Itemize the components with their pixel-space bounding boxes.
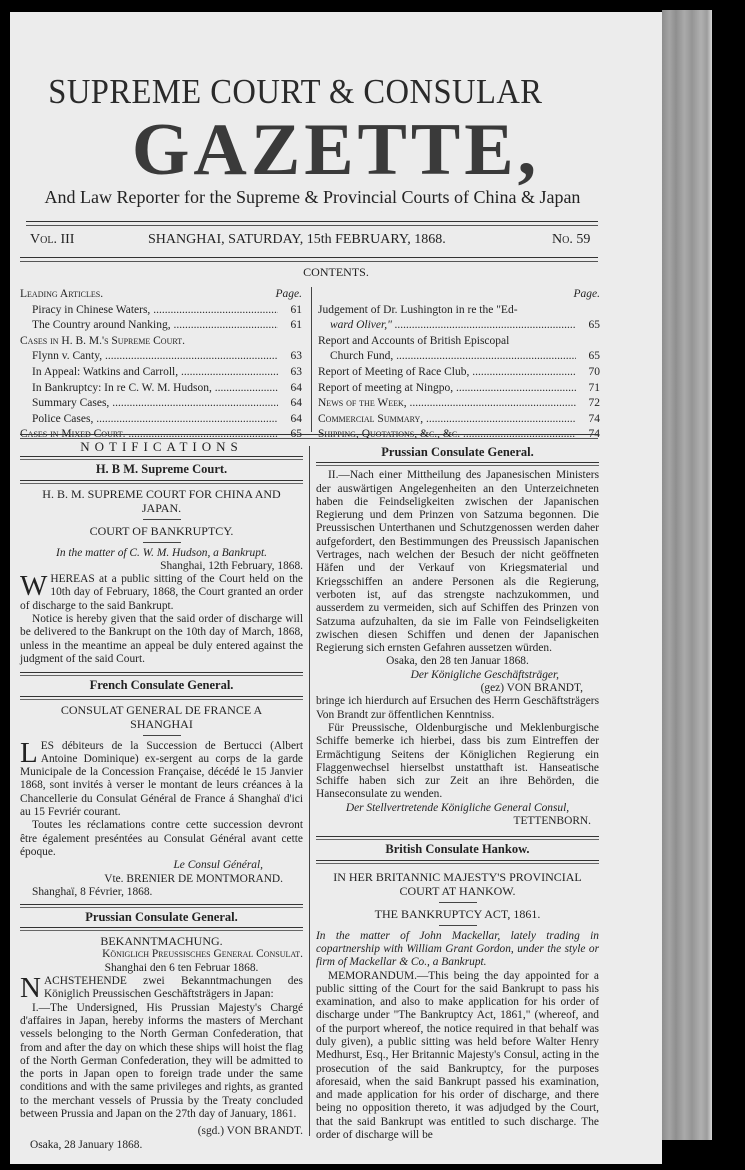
signature-name: (gez) VON BRANDT, — [480, 682, 583, 695]
notifications-heading: NOTIFICATIONS — [80, 439, 243, 454]
left-column — [20, 440, 303, 1152]
section-header: British Consulate Hankow. — [385, 842, 530, 857]
signature-title: Le Consul Général, — [173, 859, 263, 872]
issue-date: SHANGHAI, SATURDAY, 15th FEBRUARY, 1868. — [148, 232, 446, 247]
toc-item[interactable]: Flynn v. Canty, ..... 63 — [20, 349, 302, 365]
notice-subtitle: Königlich Preussisches General Consulat. — [102, 948, 303, 961]
notice-paragraph: NACHSTEHENDE zwei Bekanntmachungen des Königlich Preussischen Geschäftsträgers in Japan: — [20, 972, 303, 1005]
volume-number: Vol. III — [30, 232, 75, 247]
contents-right — [318, 287, 600, 443]
page-label: Page. — [275, 288, 302, 300]
issue-number: No. 59 — [552, 232, 591, 247]
toc-item[interactable]: Piracy in Chinese Waters, ..... 61 — [20, 303, 302, 319]
toc-item[interactable]: Commercial Summary, ..... 74 — [318, 412, 600, 428]
divider — [26, 221, 598, 226]
masthead-title: GAZETTE, — [131, 109, 541, 191]
notice-date: Osaka, den 28 ten Januar 1868. — [386, 655, 529, 668]
notice-paragraph: Notice is hereby given that the said order of discharge will be delivered to the Bankrupt on the 10th day of March, 1868, unless in the meantime an appeal be duly entered against the judgment of the said Court. — [20, 613, 303, 665]
notice-paragraph: Für Preussische, Oldenburgische und Meklenburgische Schiffe bemerke ich hierbei, dass bis zum Eintreffen der Ermächtigung Seitens der Königlichen Regierung ein Flaggenwechsel hierselbst unstatthaft ist. Hanseatische Schiffe haben sich zur Zeit an ihre Behörden, die Hanseconsulate zu wenden. — [316, 721, 599, 801]
notice-date: Shanghai, 12th February, 1868. — [160, 559, 303, 572]
masthead-line: SUPREME COURT & CONSULAR — [48, 72, 543, 111]
matter-line: In the matter of C. W. M. Hudson, a Bankrupt. — [56, 546, 267, 559]
signature-title: Der Stellvertretende Königliche General Consul, — [345, 801, 570, 814]
section-header: Prussian Consulate General. — [85, 910, 238, 925]
toc-item[interactable]: Shipping, Quotations, &c., &c. ..... 74 — [318, 427, 600, 443]
signature-name: TETTENBORN. — [513, 815, 591, 828]
notice-paragraph: WHEREAS at a public sitting of the Court held on the 10th day of February, 1868, the Court granted an order of discharge to the said Bankrupt. — [20, 570, 303, 612]
section-header: Prussian Consulate General. — [381, 445, 534, 459]
notice-paragraph: I.—The Undersigned, His Prussian Majesty's Chargé d'affaires in Japan, hereby informs the masters of Merchant vessels belonging to the North German Confederation, that from and after the day on which these ships will hoist the flag of the North German Confederation, they will be admitted to the ports in Japan open to foreign trade under the same conditions and with the same privileges and rights, as granted to the merchant vessels of Prussia by the Treaty concluded between Prussia and Japan on the 27th day of January, 1861. — [20, 1001, 303, 1120]
contents-title: CONTENTS. — [303, 265, 369, 279]
signature-name: Vte. BRENIER DE MONTMORAND. — [104, 872, 283, 885]
notice-paragraph: bringe ich hierdurch auf Ersuchen des Herrn Geschäftsträgers Von Brandt zur öffentlichen Kenntniss. — [316, 695, 599, 721]
page-label: Page. — [573, 288, 600, 300]
notice-date: Osaka, 28 January 1868. — [30, 1138, 143, 1151]
book-page-edges — [662, 10, 712, 1140]
toc-heading: Cases in H. B. M.'s Supreme Court. — [20, 334, 185, 347]
contents-left — [20, 287, 302, 443]
toc-item[interactable]: In Bankruptcy: In re C. W. M. Hudson, ..... 64 — [20, 381, 302, 397]
column-rule — [309, 446, 310, 1136]
toc-item[interactable]: Report of meeting at Ningpo, ..... 71 — [318, 381, 600, 397]
notice-paragraph: LES débiteurs de la Succession de Bertucci (Albert Antoine Dominique) ex-sergent au corps de la garde Municipale de la Concession Française, décédé le 15 Janvier 1868, sont invités à verser le montant de leurs créances à la Chancellerie du Consulat Général de France á Shanghaï d'ici au 15 Fevriér courant. — [20, 736, 303, 819]
toc-item[interactable]: Report of Meeting of Race Club, ..... 70 — [318, 365, 600, 381]
toc-item[interactable]: Judgement of Dr. Lushington in re the "Ed- ward Oliver," ..... 65 — [318, 303, 600, 334]
court-title: IN HER BRITANNIC MAJESTY'S PROVINCIAL COURT AT HANKOW. — [333, 869, 582, 898]
matter-line: In the matter of John Mackellar, lately trading in copartnership with William Grant Gordon, under the style or firm of Mackellar & Co., a Bankrupt. — [316, 929, 599, 969]
court-division: COURT OF BANKRUPTCY. — [89, 523, 234, 538]
notice-date: Shanghaï, 8 Février, 1868. — [32, 885, 153, 898]
toc-item[interactable]: In Appeal: Watkins and Carroll, ..... 63 — [20, 365, 302, 381]
section-header: French Consulate General. — [89, 678, 234, 693]
notice-paragraph: II.—Nach einer Mittheilung des Japanesischen Ministers der auswärtigen Angelegenheiten an den Unterzeichneten haben die Feindseligkeiten zwischen der Japanischen Regierung und dem Prinzen von Satzuma begonnen. Die Preussischen Unterthanen und Schutzgenossen werden daher aufgefordert, den Bestimmungen des Preussisch Japanischen Vertrages, nach welchen der Besuch der nicht geöffneten Häfen und der Verkauf von Kriegsmaterial und Kriegsschiffen an andere Personen als die Regierung, verboten ist, auf das strengste nachzukommen, und ausserdem zu vermeiden, sich auf Schiffen des Prinzen von Satzuma aufzuhalten, da sie im Falle von Feindseligkeiten zwischen diesen Schiffen und denen der Japanischen Regierung sich ernsten Gefahren aussetzen würden. — [316, 469, 599, 655]
toc-item[interactable]: Report and Accounts of British Episcopal Church Fund, ..... 65 — [318, 334, 600, 365]
right-column — [316, 443, 599, 1142]
signature: (sgd.) VON BRANDT. — [197, 1125, 303, 1138]
toc-item[interactable]: Police Cases, ..... 64 — [20, 412, 302, 428]
toc-item[interactable]: News of the Week, ..... 72 — [318, 396, 600, 412]
notice-title: CONSULAT GENERAL DE FRANCE A SHANGHAI — [60, 702, 263, 731]
masthead-subtitle: And Law Reporter for the Supreme & Provincial Courts of China & Japan — [44, 187, 581, 207]
toc-heading: Leading Articles. — [20, 288, 104, 300]
notice-paragraph: Toutes les réclamations contre cette succession devront être également preséntées au Consulat Général avant cette époque. — [20, 819, 303, 858]
divider — [20, 257, 598, 262]
notice-paragraph: MEMORANDUM.—This being the day appointed for a public sitting of the Court for the said Bankrupt to pass his examination, and also to make application for his order of discharge under "The Bankruptcy Act, 1861," (whereof, and of the purport whereof, the notice required in that behalf was duly given), a public sitting was held before Walter Henry Medhurst, Esq., Her Britannic Majesty's Consul, acting in the prosecution of the said Bankruptcy, for the purposes aforesaid, when the said Bankrupt passed his examination, and made application for his order of discharge, and there being no opposition thereto, it was adjudged by the Court, that the said Bankrupt was entitled to such discharge. The order of discharge will be — [316, 969, 599, 1142]
court-title: H. B. M. SUPREME COURT FOR CHINA AND JAPAN. — [42, 486, 281, 515]
notice-title: BEKANNTMACHUNG. — [100, 934, 223, 949]
act-title: THE BANKRUPTCY ACT, 1861. — [374, 906, 541, 921]
notice-date: Shanghai den 6 ten Februar 1868. — [104, 961, 259, 974]
toc-item[interactable]: The Country around Nanking, ..... 61 — [20, 318, 302, 334]
column-rule — [311, 287, 312, 432]
toc-item[interactable]: Summary Cases, ..... 64 — [20, 396, 302, 412]
toc-item[interactable]: Cases in Mixed Court. ..... 65 — [20, 427, 302, 443]
section-header: H. B M. Supreme Court. — [95, 462, 228, 477]
signature-title: Der Königliche Geschäftsträger, — [410, 668, 559, 681]
